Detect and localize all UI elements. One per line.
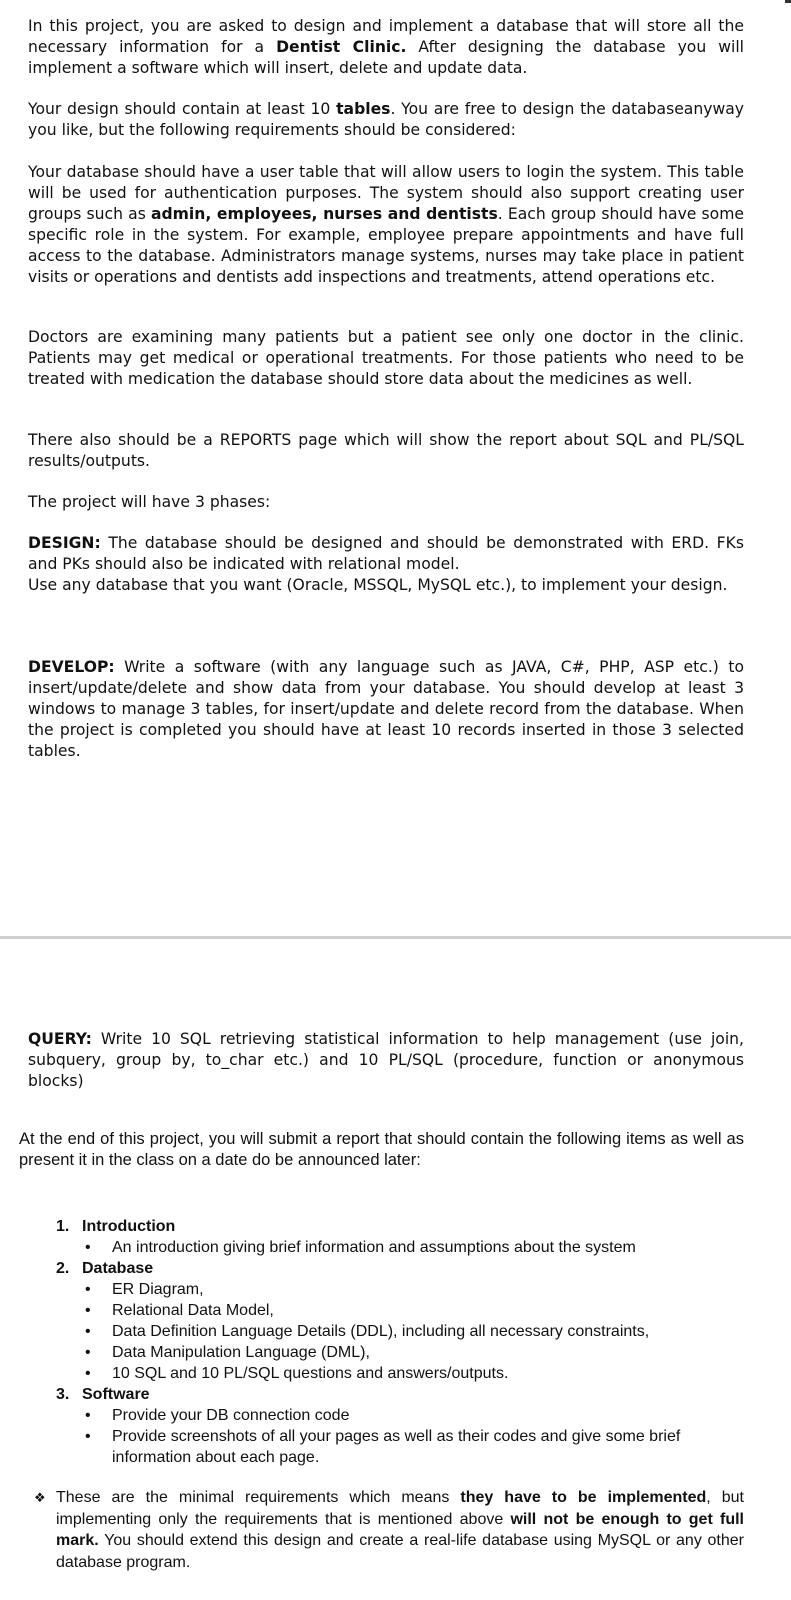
bullet-icon: • [85, 1239, 91, 1256]
list-item: • Provide your DB connection code [85, 1407, 350, 1424]
requirements-note [34, 1487, 744, 1573]
intro-text-end: After designing the database you will implement a software which will insert, delete and update data. [28, 38, 744, 77]
note-emphasis-1: they have to be implemented [460, 1489, 707, 1506]
bullet-icon: • [85, 1323, 91, 1340]
section-number: 2. [56, 1260, 70, 1277]
outline-section-database [56, 1258, 746, 1279]
intro-emphasis: Dentist Clinic. [276, 38, 407, 56]
section-number: 3. [56, 1386, 70, 1403]
database-list [56, 1279, 746, 1384]
report-outline [56, 1216, 746, 1468]
list-item: • 10 SQL and 10 PL/SQL questions and answers/outputs. [85, 1365, 509, 1382]
bullet-icon: • [85, 1428, 91, 1445]
outline-section-introduction [56, 1216, 746, 1237]
design-label: DESIGN: [28, 534, 101, 552]
tables-text-end: . You are free to design the databaseanyway you like, but the following requirements should be considered: [28, 100, 744, 139]
bullet-icon: • [85, 1365, 91, 1382]
develop-text: Write a software (with any language such as JAVA, C#, PHP, ASP etc.) to insert/update/delete and show data from your database. You should develop at least 3 windows to manage 3 tables, for insert/update and delete record from the database. When the project is completed you should have at least 10 records inserted in those 3 selected tables. [28, 658, 744, 760]
software-list [56, 1405, 746, 1468]
section-title: Database [82, 1260, 154, 1277]
develop-label: DEVELOP: [28, 658, 115, 676]
bullet-icon: • [85, 1407, 91, 1424]
section-title: Software [82, 1386, 150, 1403]
section-title: Introduction [82, 1218, 176, 1235]
query-label: QUERY: [28, 1030, 92, 1048]
list-item: • Data Manipulation Language (DML), [85, 1344, 370, 1361]
tables-paragraph [28, 99, 744, 141]
corner-mark [785, 0, 791, 3]
list-item: • Data Definition Language Details (DDL), including all necessary constraints, [85, 1323, 650, 1340]
user-table-text-end: . Each group should have some specific role in the system. For example, employee prepare appointments and have full access to the database. Administrators manage systems, nurses may take place in patient visits or operations and dentists add inspections and treatments, attend operations etc. [28, 205, 744, 286]
design-text: The database should be designed and should be demonstrated with ERD. FKs and PKs should also be indicated with relational model. [28, 534, 744, 573]
diamond-bullet-icon: ❖ [34, 1490, 46, 1505]
reports-paragraph: There also should be a REPORTS page which will show the report about SQL and PL/SQL results/outputs. [28, 431, 744, 470]
tables-text: Your design should contain at least 10 [28, 100, 337, 118]
user-table-text: Your database should have a user table that will allow users to login the system. This table will be used for authentication purposes. The system should also support creating user groups such as [28, 163, 744, 223]
intro-paragraph [28, 16, 744, 79]
design-text-2: Use any database that you want (Oracle, MSSQL, MySQL etc.), to implement your design. [28, 576, 728, 594]
intro-text: In this project, you are asked to design and implement a database that will store all the necessary information for a [28, 17, 744, 56]
page-break-divider [0, 936, 791, 939]
design-paragraph [28, 533, 744, 596]
bullet-icon: • [85, 1344, 91, 1361]
introduction-list [56, 1237, 746, 1258]
phases-heading: The project will have 3 phases: [28, 493, 271, 511]
query-paragraph [28, 1029, 744, 1092]
section-number: 1. [56, 1218, 70, 1235]
user-table-paragraph [28, 162, 744, 288]
list-item: • Provide screenshots of all your pages as well as their codes and give some brief information about each page. [85, 1428, 681, 1466]
bullet-icon: • [85, 1302, 91, 1319]
user-groups-emphasis: admin, employees, nurses and dentists [150, 205, 498, 223]
develop-paragraph [28, 657, 744, 762]
list-item: • ER Diagram, [85, 1281, 204, 1298]
note-emphasis-2: will not be enough to get full mark. [56, 1510, 744, 1549]
bullet-icon: • [85, 1281, 91, 1298]
note-text: These are the minimal requirements which means they have to be implemented, but implementing only the requirements that is mentioned above will not be enough to get full mark. You should extend this design and create a real-life database using MySQL or any other database program. [56, 1489, 745, 1571]
doctors-paragraph: Doctors are examining many patients but a patient see only one doctor in the clinic. Patients may get medical or operational treatments. For those patients who need to be treated with medication the database should store data about the medicines as well. [28, 328, 744, 388]
report-intro-paragraph: At the end of this project, you will submit a report that should contain the following items as well as present it in the class on a date do be announced later: [19, 1130, 744, 1169]
outline-section-software [56, 1384, 746, 1405]
list-item: • Relational Data Model, [85, 1302, 274, 1319]
list-item: • An introduction giving brief information and assumptions about the system [85, 1239, 636, 1256]
tables-emphasis: tables [336, 100, 391, 118]
query-text: Write 10 SQL retrieving statistical information to help management (use join, subquery, group by, to_char etc.) and 10 PL/SQL (procedure, function or anonymous blocks) [28, 1030, 744, 1090]
